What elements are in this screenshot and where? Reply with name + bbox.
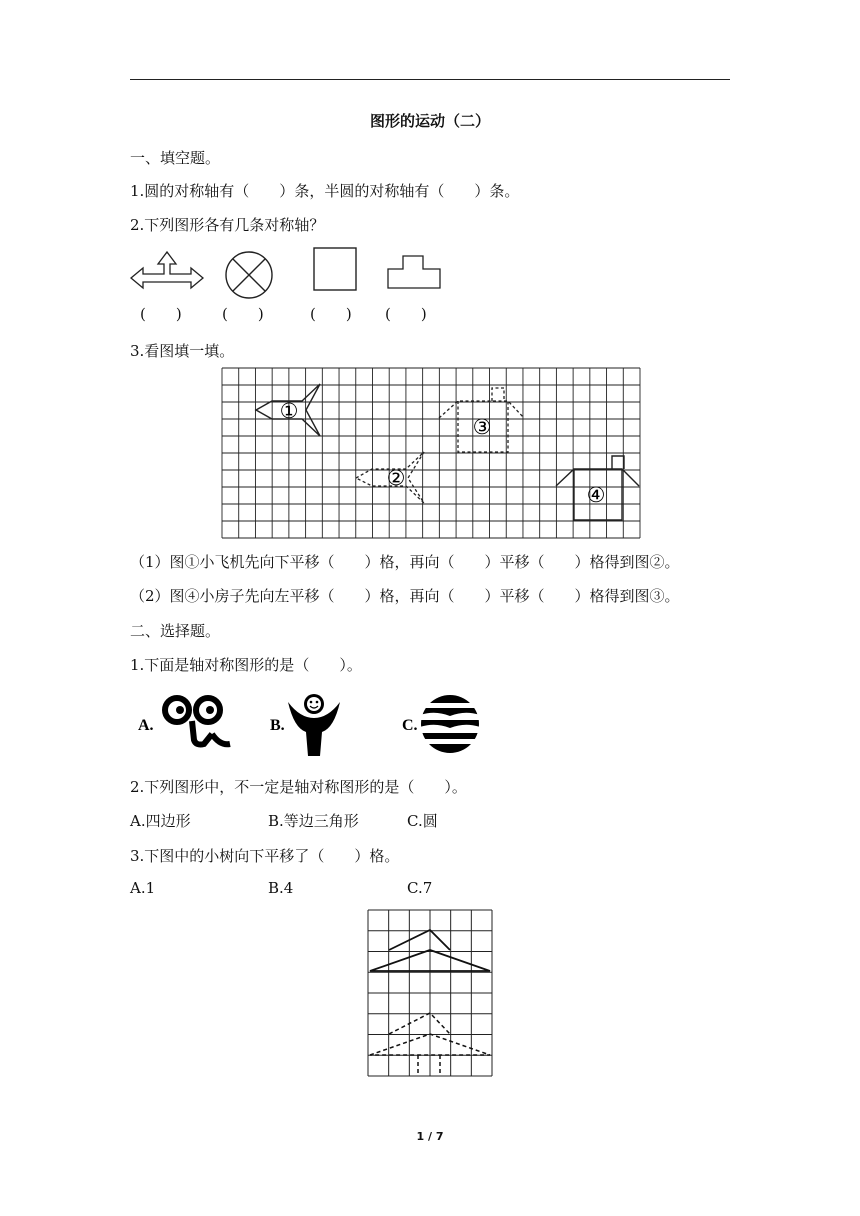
blank-4[interactable]: ( )	[385, 305, 427, 323]
striped-circle-icon	[420, 695, 480, 753]
question-2-3: 3.下图中的小树向下平移了（ ）格。	[130, 847, 400, 865]
label-2: ②	[386, 466, 406, 490]
header-rule	[130, 79, 730, 80]
question-1-3-sub1: （1）图①小飞机先向下平移（ ）格，再向（ ）平移（ ）格得到图②。	[130, 553, 680, 571]
q2-2-option-a[interactable]: A.四边形	[130, 812, 191, 830]
option-b-label: B.	[270, 717, 285, 734]
label-3: ③	[472, 415, 492, 439]
square-icon	[313, 247, 357, 291]
q2-2-option-b[interactable]: B.等边三角形	[268, 812, 359, 830]
tree-grid	[368, 910, 492, 1076]
question-1-2: 2.下列图形各有几条对称轴？	[130, 216, 325, 234]
question-1-3: 3.看图填一填。	[130, 342, 235, 360]
q2-3-option-b[interactable]: B.4	[268, 879, 294, 897]
q2-3-option-a[interactable]: A.1	[130, 879, 156, 897]
section1-heading: 一、填空题。	[130, 149, 221, 167]
question-2-1: 1.下面是轴对称图形的是（ ）。	[130, 656, 362, 674]
label-1: ①	[279, 399, 299, 423]
page-title: 图形的运动（二）	[369, 112, 490, 130]
circle-cross-icon	[224, 250, 274, 300]
question-1-1: 1.圆的对称轴有（ ）条，半圆的对称轴有（ ）条。	[130, 182, 520, 200]
double-arrow-icon	[130, 250, 204, 292]
question-1-3-sub2: （2）图④小房子先向左平移（ ）格，再向（ ）平移（ ）格得到图③。	[130, 587, 680, 605]
page-number: 1 / 7	[416, 1130, 444, 1143]
option-a-label: A.	[138, 717, 154, 734]
y-figure-icon	[288, 694, 340, 756]
blank-1[interactable]: ( )	[140, 305, 182, 323]
translation-grid	[222, 368, 640, 538]
section2-heading: 二、选择题。	[130, 622, 221, 640]
t-shape-icon	[387, 255, 441, 289]
q2-2-option-c[interactable]: C.圆	[407, 812, 438, 830]
blank-3[interactable]: ( )	[310, 305, 352, 323]
glasses-figure-icon	[165, 698, 230, 745]
blank-2[interactable]: ( )	[222, 305, 264, 323]
option-c-label: C.	[402, 717, 418, 734]
label-4: ④	[586, 483, 606, 507]
option-figures	[130, 688, 490, 758]
q2-3-option-c[interactable]: C.7	[407, 879, 433, 897]
question-2-2: 2.下列图形中，不一定是轴对称图形的是（ ）。	[130, 778, 467, 796]
